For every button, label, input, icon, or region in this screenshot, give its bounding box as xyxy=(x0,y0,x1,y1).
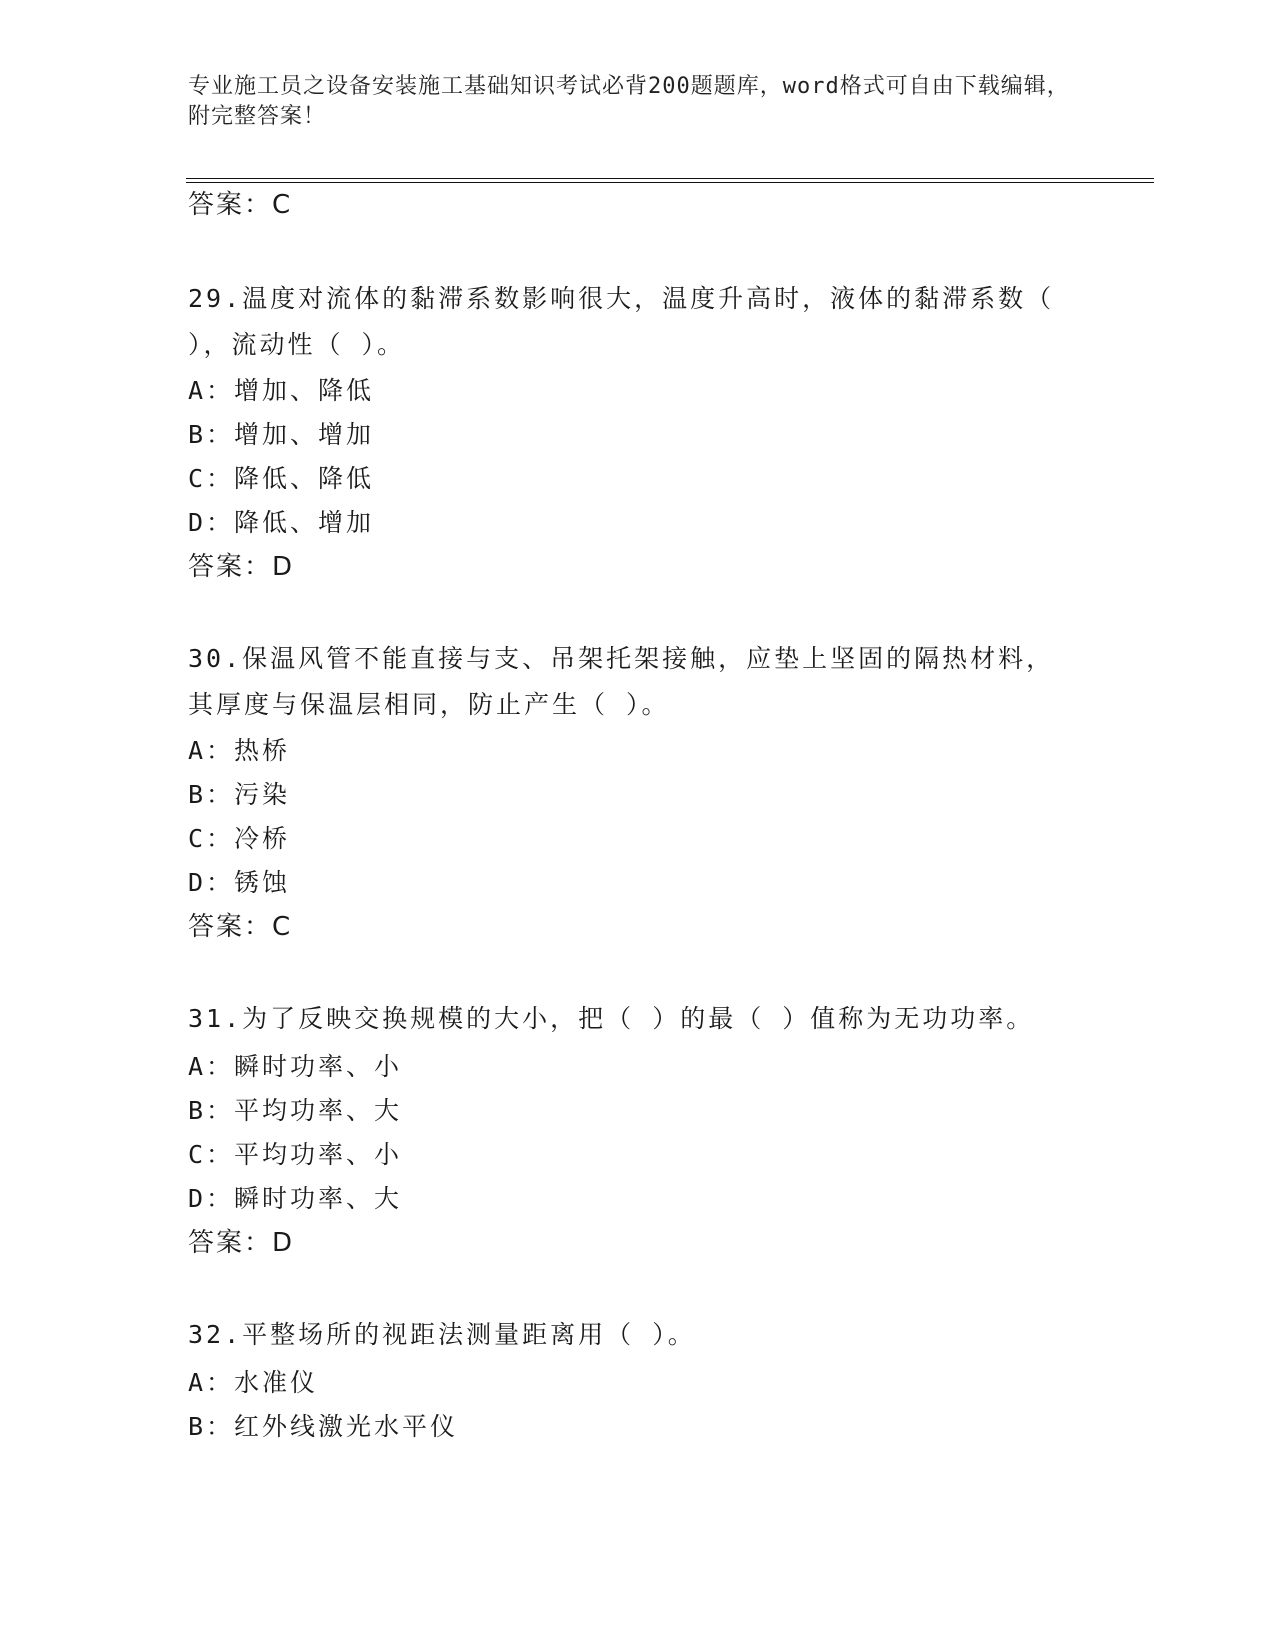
question-31-text: 31.为了反映交换规模的大小，把（ ）的最（ ）值称为无功功率。 xyxy=(188,1004,1035,1033)
question-32-option-b: B：红外线激光水平仪 xyxy=(188,1412,459,1441)
question-30-text: 30.保温风管不能直接与支、吊架托架接触，应垫上坚固的隔热材料，其厚度与保温层相同，防止产生（ ）。 xyxy=(188,644,1055,719)
question-30-option-d: D：锈蚀 xyxy=(188,868,291,897)
question-31-option-a: A：瞬时功率、小 xyxy=(188,1052,403,1081)
question-31-option-b: B：平均功率、大 xyxy=(188,1096,403,1125)
question-32-option-a: A：水准仪 xyxy=(188,1368,319,1397)
answer-28: 答案：C xyxy=(188,190,293,220)
question-30-answer: 答案：C xyxy=(188,912,293,942)
question-29-option-d: D：降低、增加 xyxy=(188,508,375,537)
question-31-answer: 答案：D xyxy=(188,1228,295,1258)
question-29-option-c: C：降低、降低 xyxy=(188,464,375,493)
question-29-text: 29.温度对流体的黏滞系数影响很大，温度升高时，液体的黏滞系数（ ），流动性（ ）。 xyxy=(188,284,1055,359)
question-30-option-a: A：热桥 xyxy=(188,736,291,765)
question-29-option-a: A：增加、降低 xyxy=(188,376,375,405)
question-29-answer: 答案：D xyxy=(188,552,295,582)
header-divider-bottom xyxy=(186,182,1154,183)
question-30-option-c: C：冷桥 xyxy=(188,824,291,853)
question-31-option-c: C：平均功率、小 xyxy=(188,1140,403,1169)
question-30-option-b: B：污染 xyxy=(188,780,291,809)
header-divider-top xyxy=(186,178,1154,179)
question-32-text: 32.平整场所的视距法测量距离用（ ）。 xyxy=(188,1320,696,1349)
question-31-option-d: D：瞬时功率、大 xyxy=(188,1184,403,1213)
document-header: 专业施工员之设备安装施工基础知识考试必背200题题库，word格式可自由下载编辑，附完整答案！ xyxy=(188,74,1070,129)
question-29-option-b: B：增加、增加 xyxy=(188,420,375,449)
